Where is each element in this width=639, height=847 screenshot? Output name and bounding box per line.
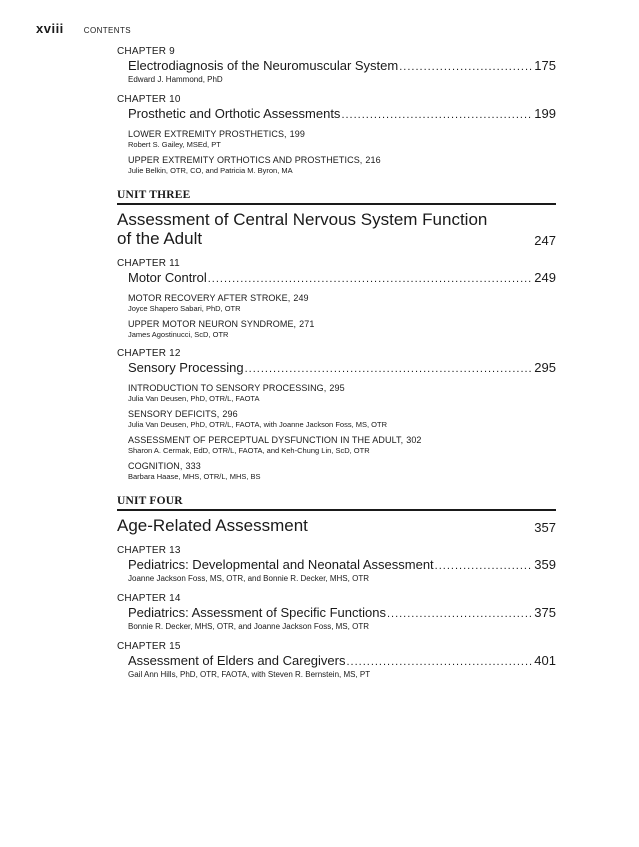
chapter-page: 401	[534, 653, 556, 668]
section-author: Julia Van Deusen, PhD, OTR/L, FAOTA, with Joanne Jackson Foss, MS, OTR	[128, 420, 387, 429]
dot-leader	[387, 607, 533, 622]
chapter-page: 249	[534, 270, 556, 285]
section-author: Barbara Haase, MHS, OTR/L, MHS, BS	[128, 472, 261, 481]
section-title: ASSESSMENT OF PERCEPTUAL DYSFUNCTION IN THE ADULT,	[128, 435, 404, 445]
unit-page: 247	[534, 233, 556, 248]
chapter-entry	[117, 348, 556, 481]
chapter-entry	[117, 94, 556, 175]
section-entry	[117, 155, 556, 175]
unit-three	[117, 189, 556, 481]
chapter-entry	[117, 545, 556, 584]
page-number: xviii	[36, 21, 64, 36]
section-title: INTRODUCTION TO SENSORY PROCESSING,	[128, 383, 327, 393]
chapter-title: Prosthetic and Orthotic Assessments	[128, 106, 341, 121]
section-title: UPPER EXTREMITY ORTHOTICS AND PROSTHETICS,	[128, 155, 363, 165]
dot-leader	[399, 60, 533, 75]
chapter-label: CHAPTER 12	[117, 348, 181, 359]
chapter-title-row	[117, 106, 556, 123]
unit-title: Age-Related Assessment	[117, 516, 308, 535]
section-page: 333	[185, 461, 201, 471]
section-page: 295	[329, 383, 345, 393]
chapter-label: CHAPTER 14	[117, 593, 181, 604]
chapter-title-row	[117, 360, 556, 377]
unit-title-row	[117, 210, 556, 248]
chapter-entry	[117, 641, 556, 680]
unit-four	[117, 495, 556, 680]
unit-four-chapters	[117, 545, 556, 680]
page-header	[36, 21, 131, 36]
unit-title-row	[117, 516, 556, 535]
unit-three-chapters	[117, 258, 556, 481]
section-title: MOTOR RECOVERY AFTER STROKE,	[128, 293, 291, 303]
chapter-label: CHAPTER 13	[117, 545, 181, 556]
chapter-entry	[117, 258, 556, 339]
chapter-label: CHAPTER 11	[117, 258, 180, 269]
section-page: 302	[406, 435, 422, 445]
chapter-title: Electrodiagnosis of the Neuromuscular System	[128, 58, 399, 73]
section-page: 249	[293, 293, 309, 303]
chapter-page: 375	[534, 605, 556, 620]
chapter-title-row	[117, 605, 556, 622]
section-title-row	[128, 129, 556, 140]
unit-label: UNIT FOUR	[117, 495, 556, 511]
toc-content	[117, 46, 556, 689]
section-title-row	[128, 293, 556, 304]
section-author: Joyce Shapero Sabari, PhD, OTR	[128, 304, 241, 313]
section-entry	[117, 461, 556, 481]
chapter-page: 175	[534, 58, 556, 73]
chapter-label: CHAPTER 9	[117, 46, 175, 57]
section-title: UPPER MOTOR NEURON SYNDROME,	[128, 319, 297, 329]
unit-title: Assessment of Central Nervous System Function of the Adult	[117, 210, 488, 248]
section-title-row	[128, 461, 556, 472]
chapter-author: Edward J. Hammond, PhD	[128, 75, 223, 84]
chapter-page: 359	[534, 557, 556, 572]
chapter-author: Joanne Jackson Foss, MS, OTR, and Bonnie R. Decker, MHS, OTR	[128, 574, 369, 583]
section-page: 296	[222, 409, 238, 419]
section-title-row	[128, 319, 556, 330]
section-entry	[117, 293, 556, 313]
section-entry	[117, 383, 556, 403]
chapter-label: CHAPTER 15	[117, 641, 181, 652]
section-title-row	[128, 383, 556, 394]
section-author: James Agostinucci, ScD, OTR	[128, 330, 229, 339]
chapter-title: Motor Control	[128, 270, 207, 285]
chapter-title: Pediatrics: Assessment of Specific Functions	[128, 605, 386, 620]
chapter-author: Gail Ann Hills, PhD, OTR, FAOTA, with Steven R. Bernstein, MS, PT	[128, 670, 371, 679]
chapter-title: Assessment of Elders and Caregivers	[128, 653, 346, 668]
chapter-entry	[117, 46, 556, 85]
chapter-title-row	[117, 653, 556, 670]
section-title-row	[128, 435, 556, 446]
section-author: Sharon A. Cermak, EdD, OTR/L, FAOTA, and Keh-Chung Lin, ScD, OTR	[128, 446, 370, 455]
unit-page: 357	[534, 520, 556, 535]
chapter-title-row	[117, 270, 556, 287]
chapter-title: Sensory Processing	[128, 360, 244, 375]
section-author: Robert S. Gailey, MSEd, PT	[128, 140, 221, 149]
section-title: SENSORY DEFICITS,	[128, 409, 220, 419]
chapter-title-row	[117, 557, 556, 574]
unit-label: UNIT THREE	[117, 189, 556, 205]
chapter-entry	[117, 593, 556, 632]
chapter-title-row	[117, 58, 556, 75]
section-entry	[117, 319, 556, 339]
chapter-page: 199	[534, 106, 556, 121]
chapter-page: 295	[534, 360, 556, 375]
section-author: Julia Van Deusen, PhD, OTR/L, FAOTA	[128, 394, 260, 403]
chapter-label: CHAPTER 10	[117, 94, 181, 105]
section-entry	[117, 435, 556, 455]
dot-leader	[346, 655, 533, 670]
chapter-title: Pediatrics: Developmental and Neonatal Assessment	[128, 557, 434, 572]
section-page: 216	[365, 155, 381, 165]
running-head: CONTENTS	[83, 26, 131, 35]
top-chapters	[117, 46, 556, 175]
dot-leader	[435, 559, 534, 574]
section-author: Julie Belkin, OTR, CO, and Patricia M. Byron, MA	[128, 166, 293, 175]
section-title: COGNITION,	[128, 461, 183, 471]
section-entry	[117, 129, 556, 149]
section-title-row	[128, 155, 556, 166]
section-title-row	[128, 409, 556, 420]
dot-leader	[341, 108, 533, 123]
chapter-author: Bonnie R. Decker, MHS, OTR, and Joanne Jackson Foss, MS, OTR	[128, 622, 369, 631]
section-title: LOWER EXTREMITY PROSTHETICS,	[128, 129, 287, 139]
dot-leader	[208, 272, 534, 287]
section-page: 271	[299, 319, 315, 329]
section-entry	[117, 409, 556, 429]
dot-leader	[245, 362, 534, 377]
section-page: 199	[289, 129, 305, 139]
